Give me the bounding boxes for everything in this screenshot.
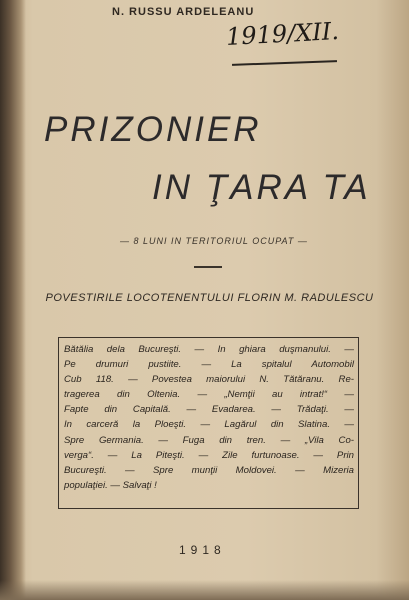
narrator-line: POVESTIRILE LOCOTENENTULUI FLORIN M. RADULESCU [45, 292, 374, 304]
subtitle: — 8 LUNI IN TERITORIUL OCUPAT — [120, 236, 308, 246]
contents-line: Fapte din Capitală. — Evadarea. — Trădaţi. — [64, 404, 354, 416]
contents-list [64, 342, 354, 493]
page-bottom-edge [0, 580, 409, 600]
contents-line: Bătălia dela Bucureşti. — In ghiara duşmanului. — [64, 344, 354, 355]
title-line-2: IN ŢARA TA [152, 168, 371, 207]
contents-line: tragerea din Oltenia. — „Nemţii au intrat!“ — [64, 389, 354, 401]
book-spine-shadow [0, 0, 26, 600]
contents-line: Pe drumuri pustiite. — La spitalul Automobil [64, 359, 354, 371]
author-name: N. RUSSU ARDELEANU [112, 6, 255, 18]
separator-rule [194, 266, 222, 268]
publication-year: 1918 [179, 543, 226, 557]
contents-line: populaţiei. — Salvaţi ! [64, 479, 157, 491]
contents-line: verga“. — La Piteşti. — Zile furtunoase. — Prin [64, 449, 354, 461]
contents-line: Bucureşti. — Spre munţii Moldovei. — Mizeria [64, 464, 354, 476]
contents-line: Cub 118. — Povestea maiorului N. Tătăranu. Re- [64, 374, 354, 386]
title-line-1: PRIZONIER [44, 110, 262, 149]
handwritten-note: 1919/XII. [225, 17, 340, 51]
handwritten-underline [232, 60, 337, 66]
contents-line: Spre Germania. — Fuga din tren. — „Vila Co- [64, 434, 354, 446]
contents-line: In carceră la Ploeşti. — Lagărul din Slatina. — [64, 419, 354, 431]
